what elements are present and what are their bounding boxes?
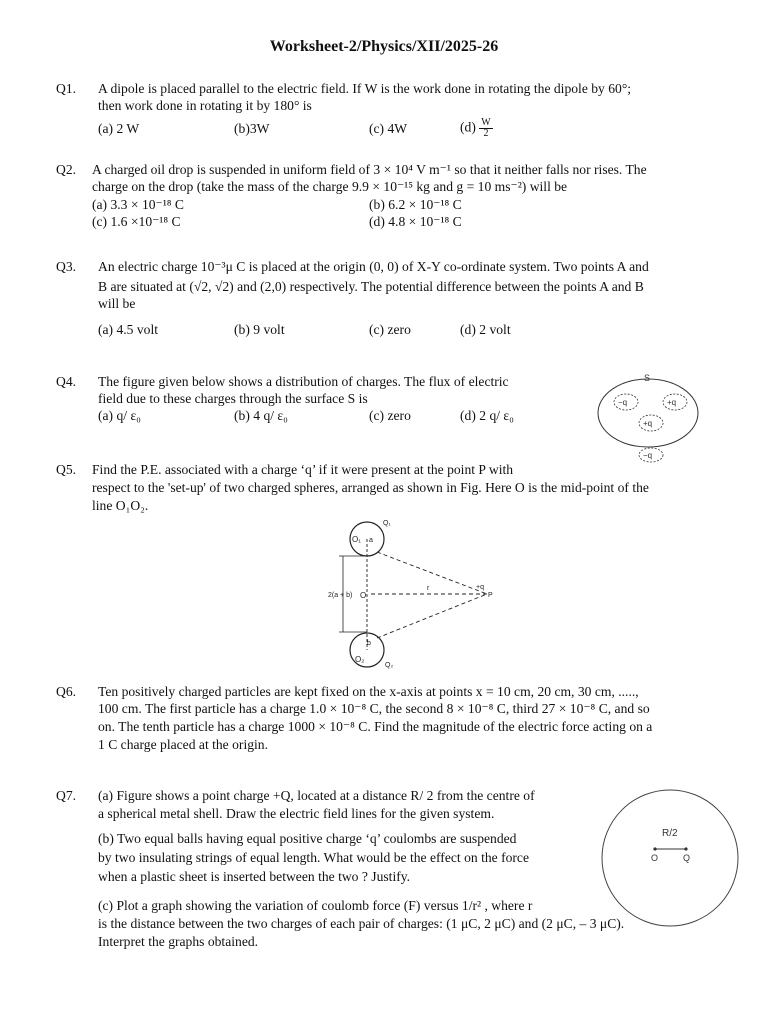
charge-cloud bbox=[639, 448, 663, 462]
option-b: (b) 4 q/ ε₀ bbox=[234, 408, 288, 423]
label-a: a bbox=[369, 537, 373, 544]
question-text: respect to the 'set-up' of two charged spheres, arranged as shown in Fig. Here O is the mid-point of the bbox=[92, 480, 649, 495]
label-q1: Q₁ bbox=[383, 520, 391, 527]
option-d-label: (d) bbox=[460, 119, 476, 135]
label-r-over-2: R/2 bbox=[662, 828, 678, 839]
charge-distribution-figure bbox=[596, 370, 708, 470]
fraction-w-over-2 bbox=[479, 118, 492, 139]
charge-point bbox=[684, 847, 687, 850]
option-d: (d) 4.8 × 10⁻¹⁸ C bbox=[369, 214, 462, 229]
option-c: (c) 1.6 ×10⁻¹⁸ C bbox=[92, 214, 181, 229]
question-text: A charged oil drop is suspended in uniform field of 3 × 10⁴ V m⁻¹ so that it neither falls nor rises. The bbox=[92, 162, 647, 177]
charge-cloud bbox=[639, 415, 663, 431]
charged-spheres-figure bbox=[327, 514, 493, 676]
label-o1: O₁ bbox=[352, 535, 361, 544]
question-text: will be bbox=[98, 296, 136, 311]
question-text: Find the P.E. associated with a charge ‘q’ if it were present at the point P with bbox=[92, 462, 514, 477]
label-r: r bbox=[427, 585, 430, 592]
option-a: (a) 4.5 volt bbox=[98, 322, 159, 337]
option-b: (b)3W bbox=[234, 121, 270, 136]
metal-shell bbox=[602, 790, 738, 926]
question-text: by two insulating strings of equal length. What would be the effect on the force bbox=[98, 850, 529, 865]
question-text: then work done in rotating it by 180° is bbox=[98, 98, 312, 113]
question-number: Q3. bbox=[56, 259, 77, 274]
question-text: Interpret the graphs obtained. bbox=[98, 934, 259, 949]
option-d bbox=[460, 118, 493, 139]
label-q2: Q₂ bbox=[385, 662, 394, 669]
question-text: when a plastic sheet is inserted between the two ? Justify. bbox=[98, 869, 411, 884]
option-d: (d) 2 q/ ε₀ bbox=[460, 408, 514, 423]
question-text: 100 cm. The first particle has a charge 1.0 × 10⁻⁸ C, the second 8 × 10⁻⁸ C, third 27 × 10⁻⁸ C, and so bbox=[98, 701, 650, 716]
question-number: Q7. bbox=[56, 788, 77, 803]
question-text: (b) Two equal balls having equal positive charge ‘q’ coulombs are suspended bbox=[98, 831, 517, 846]
option-d: (d) 2 volt bbox=[460, 322, 511, 337]
question-text: is the distance between the two charges of each pair of charges: (1 μC, 2 μC) and (2 μC, – 3 μC). bbox=[98, 916, 625, 931]
question-number: Q6. bbox=[56, 684, 77, 699]
spherical-shell-figure bbox=[600, 788, 740, 928]
question-text: B are situated at (√2, √2) and (2,0) respectively. The potential difference between the points A and B bbox=[98, 279, 644, 294]
label-plus-q: +q bbox=[476, 584, 484, 591]
question-text: The figure given below shows a distribution of charges. The flux of electric bbox=[98, 374, 509, 389]
question-number: Q1. bbox=[56, 81, 77, 96]
surface-label: S bbox=[644, 373, 651, 383]
question-number: Q5. bbox=[56, 462, 77, 477]
question-text: line O₁O₂. bbox=[92, 498, 149, 513]
question-text: field due to these charges through the surface S is bbox=[98, 391, 368, 406]
question-text: a spherical metal shell. Draw the electric field lines for the given system. bbox=[98, 806, 495, 821]
charge-cloud bbox=[614, 394, 638, 410]
fraction-numerator: W bbox=[481, 117, 491, 128]
option-b: (b) 6.2 × 10⁻¹⁸ C bbox=[369, 197, 462, 212]
option-a: (a) 2 W bbox=[98, 121, 140, 136]
question-text: Ten positively charged particles are kept fixed on the x-axis at points x = 10 cm, 20 cm, 30 cm, ....., bbox=[98, 684, 639, 699]
option-b: (b) 9 volt bbox=[234, 322, 285, 337]
option-a: (a) q/ ε₀ bbox=[98, 408, 141, 423]
label-p: P bbox=[488, 592, 493, 599]
label-o: O bbox=[360, 591, 367, 600]
option-c: (c) zero bbox=[369, 322, 411, 337]
charge-label: +q bbox=[643, 419, 653, 428]
gaussian-surface bbox=[598, 379, 698, 447]
question-text: charge on the drop (take the mass of the charge 9.9 × 10⁻¹⁵ kg and g = 10 ms⁻²) will be bbox=[92, 179, 568, 194]
question-text: A dipole is placed parallel to the electric field. If W is the work done in rotating the dipole by 60°; bbox=[98, 81, 632, 96]
question-text: 1 C charge placed at the origin. bbox=[98, 737, 268, 752]
label-distance: 2(a + b) bbox=[328, 592, 353, 599]
question-text: on. The tenth particle has a charge 1000 × 10⁻⁸ C. Find the magnitude of the electric force acting on a bbox=[98, 719, 653, 734]
question-text: An electric charge 10⁻³μ C is placed at the origin (0, 0) of X-Y co-ordinate system. Two points A and bbox=[98, 259, 649, 274]
label-q: Q bbox=[683, 853, 691, 863]
fraction-denominator: 2 bbox=[483, 128, 489, 139]
label-o: O bbox=[651, 853, 659, 863]
question-text: (c) Plot a graph showing the variation of coulomb force (F) versus 1/r² , where r bbox=[98, 898, 533, 913]
question-text: (a) Figure shows a point charge +Q, located at a distance R/ 2 from the centre of bbox=[98, 788, 535, 803]
charge-label: +q bbox=[667, 398, 677, 407]
page-title: Worksheet-2/Physics/XII/2025-26 bbox=[269, 38, 499, 55]
label-b: b bbox=[367, 640, 371, 647]
label-o2: O₂ bbox=[355, 655, 365, 664]
option-c: (c) 4W bbox=[369, 121, 408, 136]
charge-cloud bbox=[663, 394, 687, 410]
charge-label: −q bbox=[618, 398, 628, 407]
question-number: Q2. bbox=[56, 162, 77, 177]
centre-point bbox=[653, 847, 656, 850]
question-number: Q4. bbox=[56, 374, 77, 389]
charge-label: −q bbox=[643, 451, 653, 460]
option-a: (a) 3.3 × 10⁻¹⁸ C bbox=[92, 197, 184, 212]
option-c: (c) zero bbox=[369, 408, 411, 423]
